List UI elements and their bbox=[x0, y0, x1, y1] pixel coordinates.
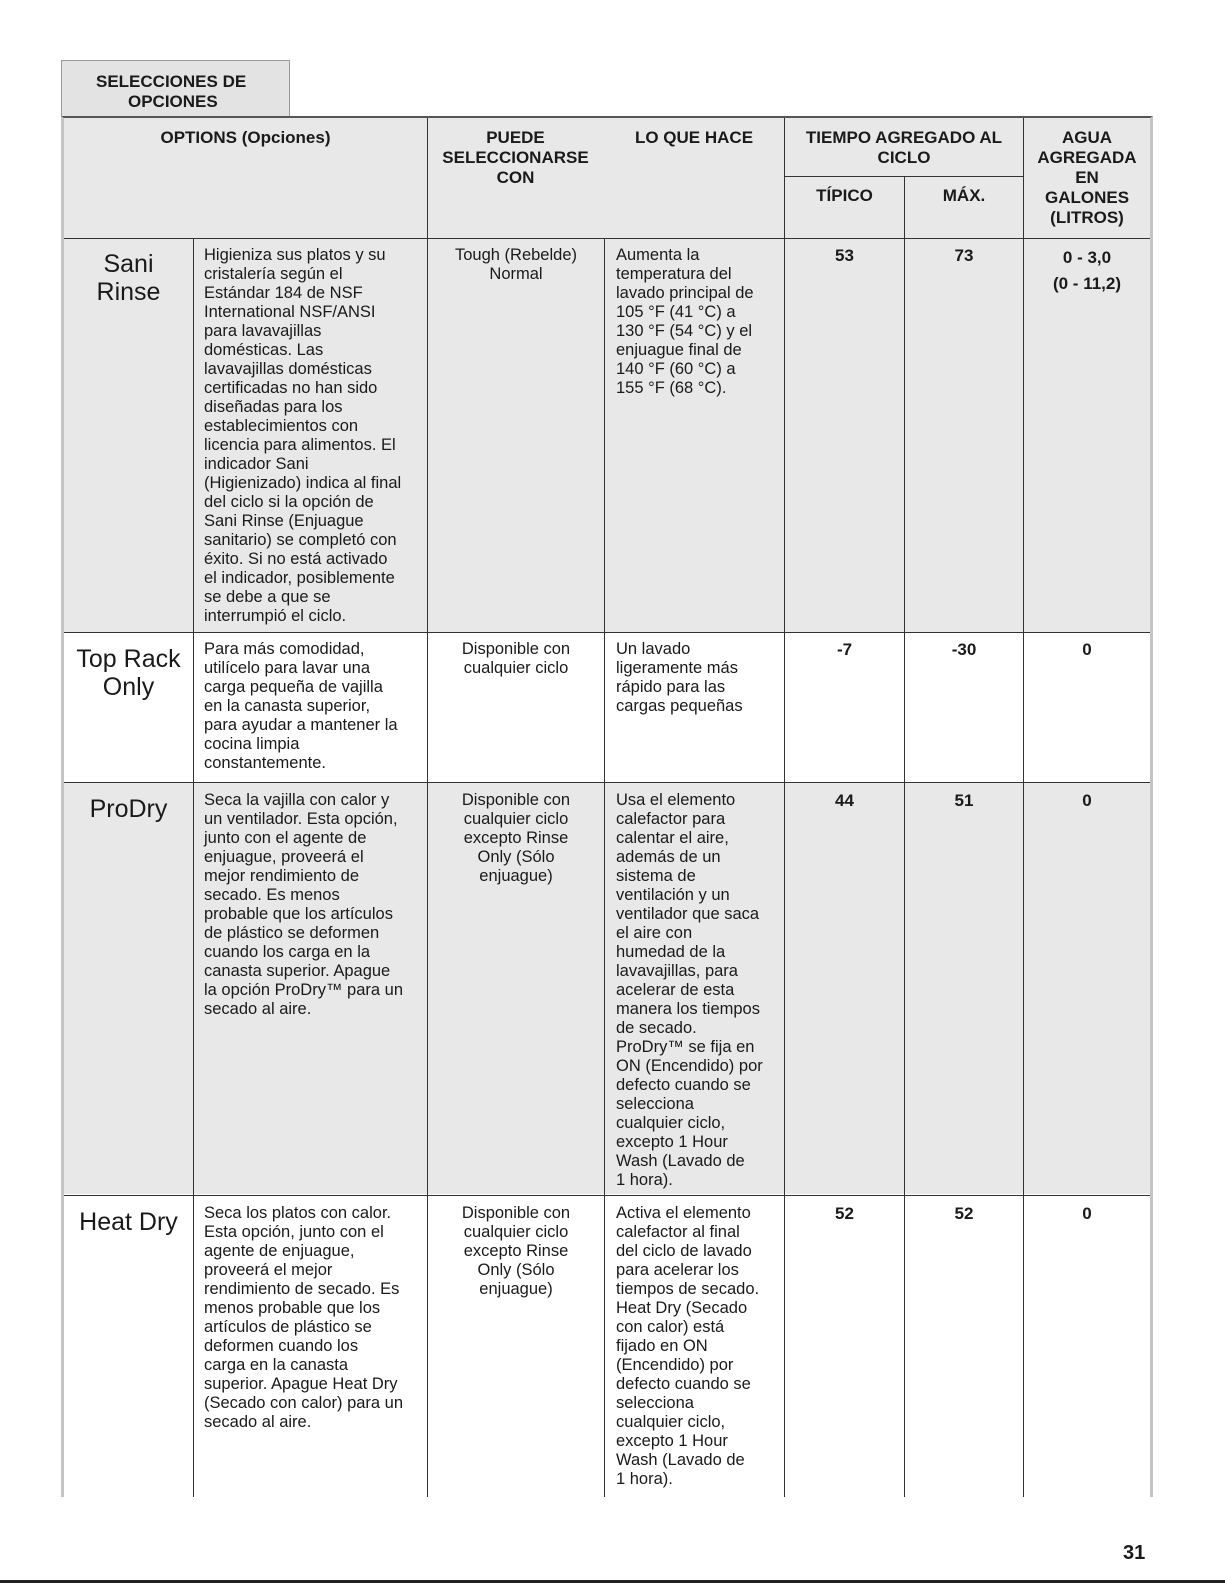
section-tab bbox=[61, 60, 290, 116]
section-tab-line1: SELECCIONES DE bbox=[96, 72, 247, 91]
rule-col-desc bbox=[193, 239, 194, 1497]
header-max: MÁX. bbox=[942, 186, 986, 205]
option-name: Heat Dry bbox=[79, 1208, 178, 1236]
water-added: 0 - 3,0 (0 - 11,2) bbox=[1052, 248, 1122, 293]
water-added: 0 bbox=[1082, 791, 1092, 810]
option-description: Seca la vajilla con calor y un ventilador. Esta opción, junto con el agente de enjuague, proveerá el mejor rendimiento de secado. Es menos probable que los artículos de plástico se deformen cuando los carga en la canasta superior. Apague la opción ProDry™ para un secado al aire. bbox=[204, 791, 404, 1018]
max-time: 52 bbox=[954, 1204, 974, 1223]
option-name: Sani Rinse bbox=[96, 250, 161, 306]
page-number: 31 bbox=[1123, 1542, 1146, 1564]
option-name: Top Rack Only bbox=[76, 645, 181, 701]
what-it-does: Aumenta la temperatura del lavado principal de 105 °F (41 °C) a 130 °F (54 °C) y el enjuague final de 140 °F (60 °C) a 155 °F (68 °C). bbox=[616, 246, 754, 397]
max-time: 51 bbox=[954, 791, 974, 810]
what-it-does: Un lavado ligeramente más rápido para las cargas pequeñas bbox=[616, 640, 743, 715]
header-puede: PUEDE SELECCIONARSE CON bbox=[442, 128, 589, 187]
water-added: 0 bbox=[1082, 640, 1092, 659]
typical-time: -7 bbox=[836, 640, 853, 659]
section-tab-line2: OPCIONES bbox=[128, 92, 218, 111]
rule-header-bottom bbox=[64, 238, 1150, 239]
header-tipico: TÍPICO bbox=[816, 186, 873, 205]
selectable-with: Disponible con cualquier ciclo excepto Rinse Only (Sólo enjuague) bbox=[461, 1204, 571, 1298]
option-name: ProDry bbox=[89, 795, 168, 823]
rule-row2-bottom bbox=[64, 782, 1150, 783]
header-lo-que-hace: LO QUE HACE bbox=[634, 128, 754, 147]
option-description: Seca los platos con calor. Esta opción, junto con el agente de enjuague, proveerá el mejor rendimiento de secado. Es menos probable que los artículos de plástico se deformen cuando los carga en la canasta superior. Apague Heat Dry (Secado con calor) para un secado al aire. bbox=[204, 1204, 404, 1431]
typical-time: 53 bbox=[835, 246, 854, 265]
rule-row3-bottom bbox=[64, 1195, 1150, 1196]
header-agua: AGUA AGREGADA EN GALONES (LITROS) bbox=[1037, 128, 1137, 227]
rule-row1-bottom bbox=[64, 632, 1150, 633]
water-added: 0 bbox=[1082, 1204, 1092, 1223]
rule-col-max bbox=[904, 176, 905, 1497]
selectable-with: Disponible con cualquier ciclo excepto Rinse Only (Sólo enjuague) bbox=[461, 791, 571, 885]
option-description: Higieniza sus platos y su cristalería según el Estándar 184 de NSF International NSF/ANSI para lavavajillas domésticas. Las lavavajillas domésticas certificadas no han sido diseñadas para los establecimientos con licencia para alimentos. El indicador Sani (Higienizado) indica al final del ciclo si la opción de Sani Rinse (Enjuague sanitario) se completó con éxito. Si no está activado el indicador, posiblemente se debe a que se interrumpió el ciclo. bbox=[204, 246, 402, 625]
max-time: -30 bbox=[951, 640, 977, 659]
header-tiempo: TIEMPO AGREGADO AL CICLO bbox=[805, 128, 1003, 167]
rule-col-lo-que bbox=[604, 239, 605, 1497]
what-it-does: Usa el elemento calefactor para calentar el aire, además de un sistema de ventilación y un ventilador que saca el aire con humedad de la lavavajillas, para acelerar de esta manera los tiempos de secado. ProDry™ se fija en ON (Encendido) por defecto cuando se selecciona cualquier ciclo, excepto 1 Hour Wash (Lavado de 1 hora). bbox=[616, 791, 763, 1189]
option-description: Para más comodidad, utilícelo para lavar una carga pequeña de vajilla en la canasta superior, para ayudar a mantener la cocina limpia constantemente. bbox=[204, 640, 398, 772]
selectable-with: Tough (Rebelde) Normal bbox=[455, 246, 577, 283]
typical-time: 44 bbox=[835, 791, 854, 810]
bottom-rule bbox=[0, 1580, 1225, 1583]
header-options: OPTIONS (Opciones) bbox=[160, 128, 331, 147]
what-it-does: Activa el elemento calefactor al final del ciclo de lavado para acelerar los tiempos de secado. Heat Dry (Secado con calor) está fijado en ON (Encendido) por defecto cuando se selecciona cualquier ciclo, excepto 1 Hour Wash (Lavado de 1 hora). bbox=[616, 1204, 760, 1488]
selectable-with: Disponible con cualquier ciclo bbox=[461, 640, 571, 677]
max-time: 73 bbox=[954, 246, 974, 265]
typical-time: 52 bbox=[835, 1204, 854, 1223]
